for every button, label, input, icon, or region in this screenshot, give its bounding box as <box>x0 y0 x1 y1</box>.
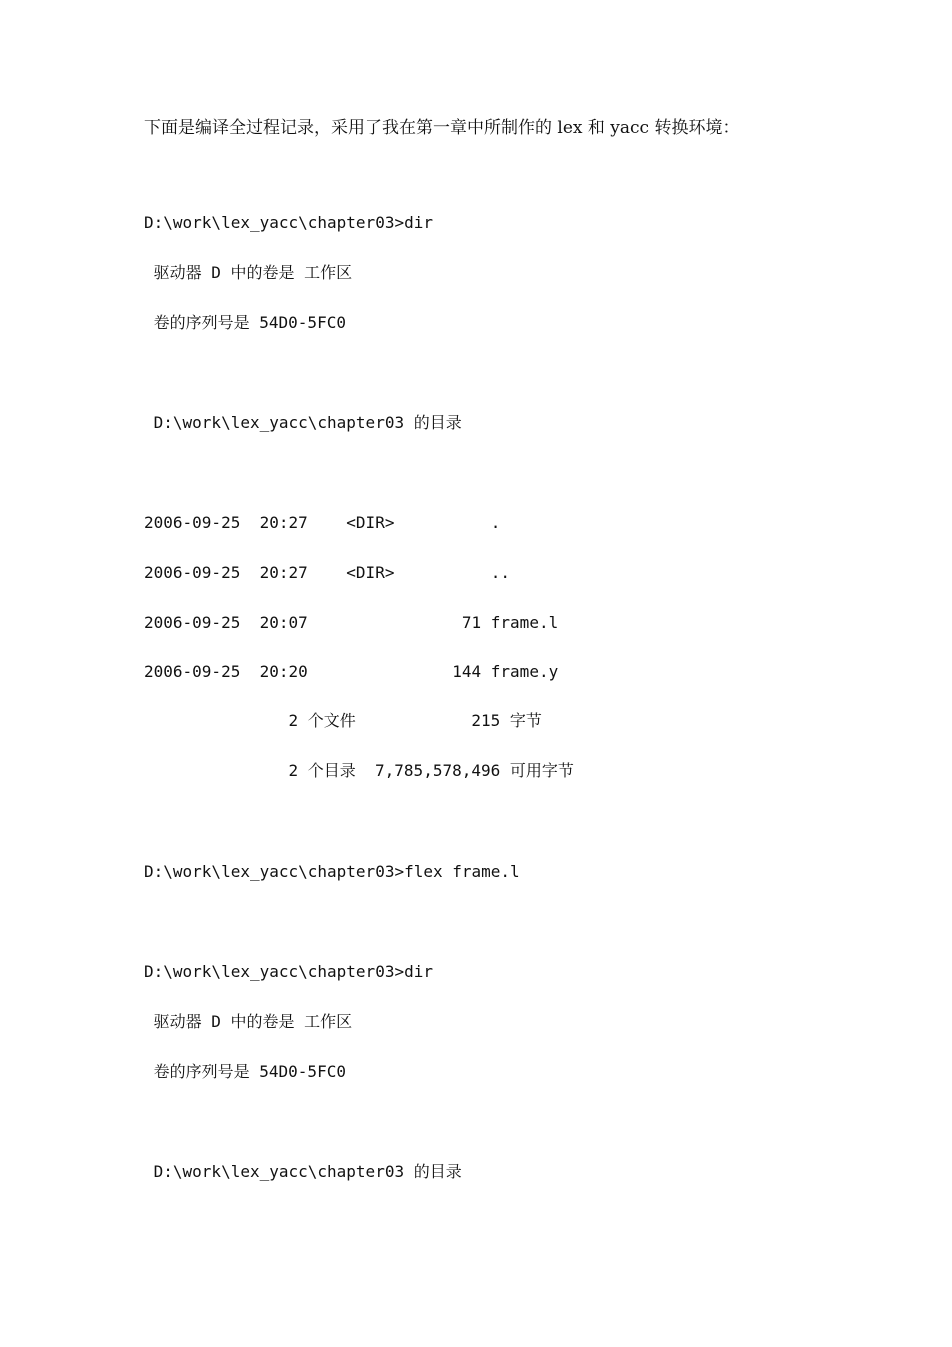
command-line-flex: D:\work\lex_yacc\chapter03>flex frame.l <box>144 862 520 881</box>
dir-entry-frame-l: 2006-09-25 20:07 71 frame.l <box>144 613 559 632</box>
volume-serial-line-2: 卷的序列号是 54D0-5FC0 <box>144 1062 346 1081</box>
volume-serial-line-1: 卷的序列号是 54D0-5FC0 <box>144 313 346 332</box>
command-line-dir-2: D:\work\lex_yacc\chapter03>dir <box>144 962 433 981</box>
dir-entry-frame-y: 2006-09-25 20:20 144 frame.y <box>144 662 559 681</box>
command-line-dir-1: D:\work\lex_yacc\chapter03>dir <box>144 213 433 232</box>
dir-entry-current: 2006-09-25 20:27 <DIR> . <box>144 513 501 532</box>
dir-entry-parent: 2006-09-25 20:27 <DIR> .. <box>144 563 511 582</box>
directory-heading-1: D:\work\lex_yacc\chapter03 的目录 <box>144 413 462 432</box>
intro-paragraph: 下面是编译全过程记录，采用了我在第一章中所制作的 lex 和 yacc 转换环境： <box>144 118 740 138</box>
directory-heading-2: D:\work\lex_yacc\chapter03 的目录 <box>144 1162 462 1181</box>
file-summary-line: 2 个文件 215 字节 <box>144 711 542 730</box>
volume-label-line-2: 驱动器 D 中的卷是 工作区 <box>144 1012 353 1031</box>
dir-summary-line: 2 个目录 7,785,578,496 可用字节 <box>144 761 574 780</box>
volume-label-line-1: 驱动器 D 中的卷是 工作区 <box>144 263 353 282</box>
